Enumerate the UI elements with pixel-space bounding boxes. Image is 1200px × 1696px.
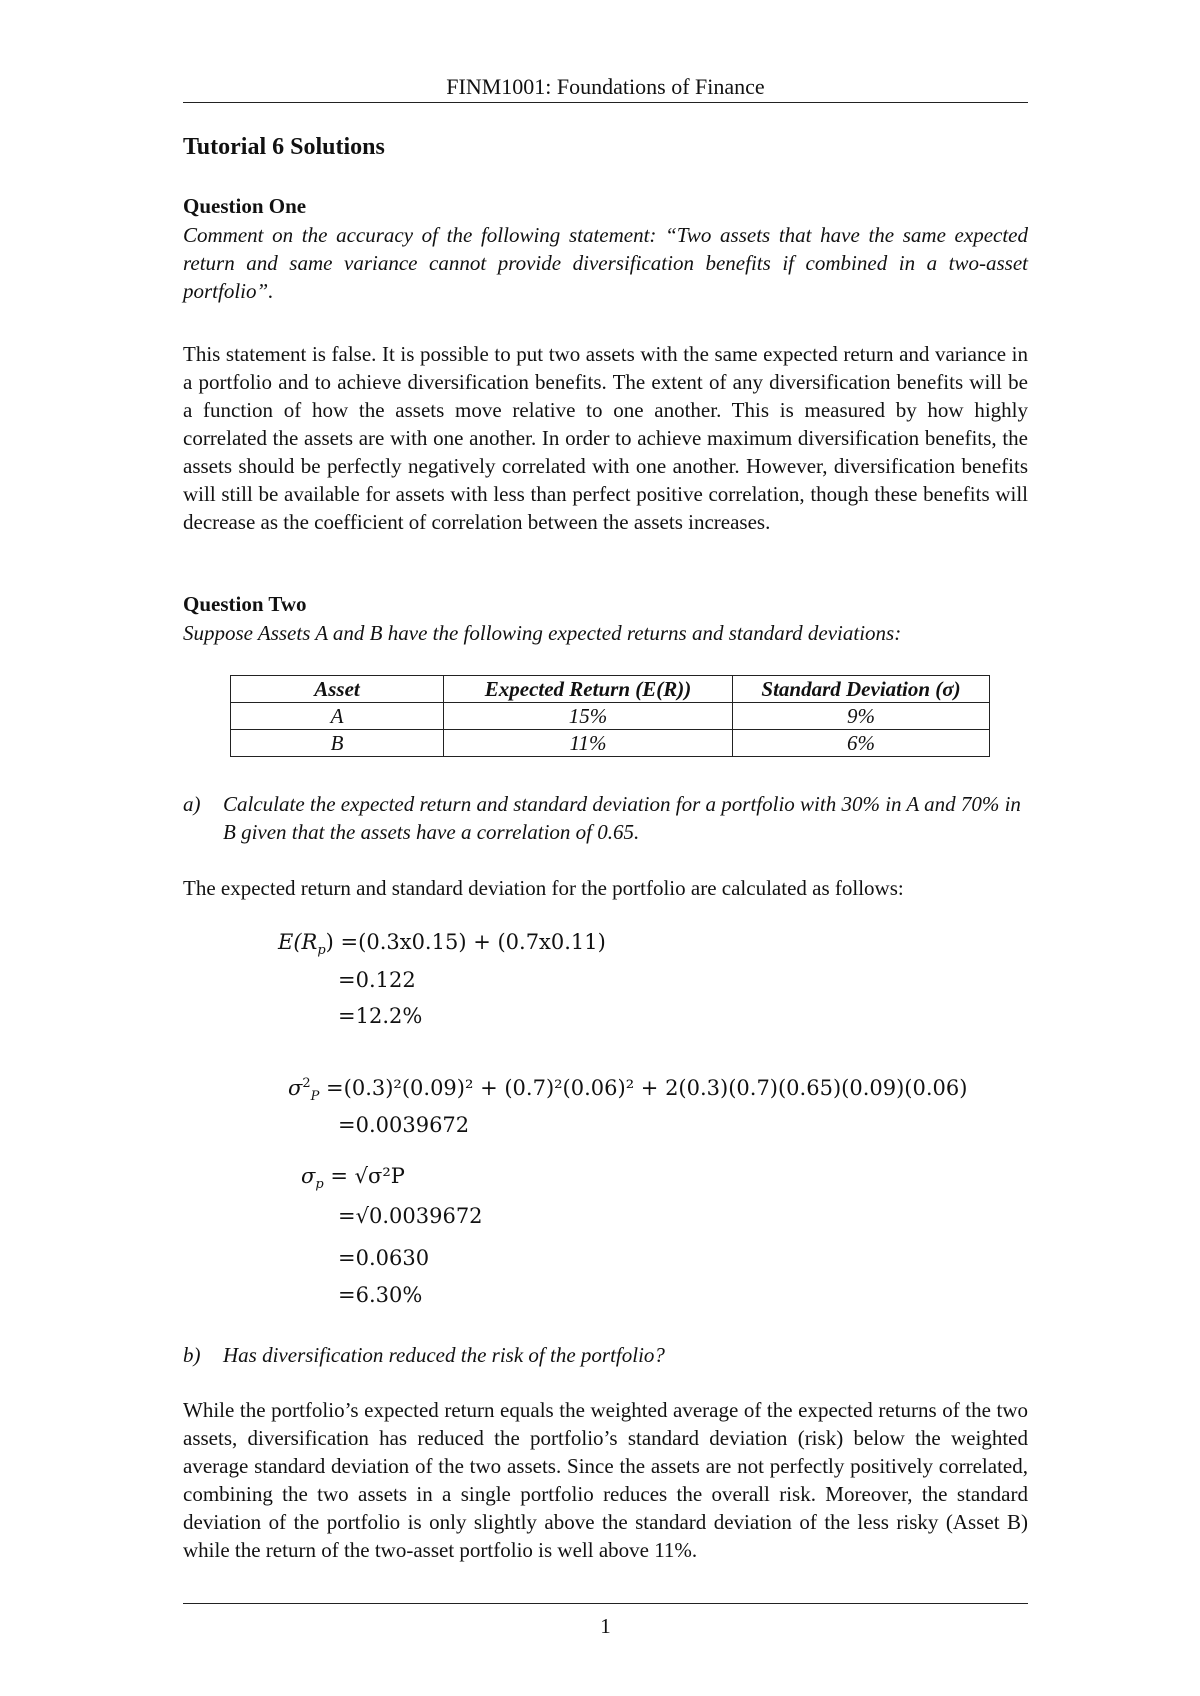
page-title: Tutorial 6 Solutions	[183, 134, 385, 160]
question-one-answer: This statement is false. It is possible to put two assets with the same expected return and variance in a portfolio and to achieve diversification benefits. The extent of any diversification benefits will be a function of how the assets move relative to one another. This is measured by how highly correlated the assets are with one another. In order to achieve maximum diversification benefits, the assets should be perfectly negatively correlated with one another. However, diversification benefits will still be available for assets with less than perfect positive correlation, though these benefits will decrease as the coefficient of correlation between the assets increases.	[183, 342, 1028, 534]
expected-return-equation	[278, 930, 606, 958]
er-step-2: =12.2%	[338, 1004, 423, 1028]
page-number: 1	[600, 1614, 611, 1638]
variance-subscript: P	[310, 1089, 320, 1105]
table-cell: 11%	[444, 730, 733, 757]
table-row	[231, 703, 990, 730]
variance-step-1: =0.0039672	[338, 1113, 470, 1137]
question-two-heading: Question Two	[183, 592, 307, 616]
part-b-text: Has diversification reduced the risk of the portfolio?	[223, 1343, 665, 1367]
table-cell: 6%	[733, 730, 990, 757]
page-header: FINM1001: Foundations of Finance	[183, 74, 1028, 103]
std-dev-equation	[301, 1164, 405, 1192]
sd-equals: = √σ²P	[323, 1164, 405, 1188]
table-cell: 15%	[444, 703, 733, 730]
er-step-1: =0.122	[338, 968, 416, 992]
table-header-cell: Expected Return (E(R))	[444, 676, 733, 703]
question-one-prompt: Comment on the accuracy of the following statement: “Two assets that have the same expected return and same variance cannot provide diversification benefits if combined in a two-asset portfolio”.	[183, 223, 1028, 303]
sd-subscript: p	[315, 1177, 324, 1193]
sd-step-2: =0.0630	[338, 1246, 430, 1270]
question-two-prompt: Suppose Assets A and B have the following expected returns and standard deviations:	[183, 621, 902, 645]
part-a-intro: The expected return and standard deviation for the portfolio are calculated as follows:	[183, 876, 904, 900]
table-header-cell: Asset	[231, 676, 444, 703]
question-one-heading: Question One	[183, 194, 307, 218]
variance-lhs: σ	[288, 1076, 303, 1100]
er-lhs: E(R	[278, 930, 318, 954]
assets-table	[230, 675, 990, 757]
variance-superscript: 2	[302, 1076, 311, 1091]
er-subscript: p	[317, 943, 326, 959]
part-b-question	[183, 1341, 1028, 1369]
sd-step-3: =6.30%	[338, 1283, 423, 1307]
footer-divider	[183, 1603, 1028, 1604]
table-cell: A	[231, 703, 444, 730]
part-a-label: a)	[183, 792, 201, 816]
table-header-cell: Standard Deviation (σ)	[733, 676, 990, 703]
part-a-text: Calculate the expected return and standard deviation for a portfolio with 30% in A and 70% in B given that the assets have a correlation of 0.65.	[223, 792, 1021, 844]
table-row	[231, 730, 990, 757]
part-b-answer: While the portfolio’s expected return equals the weighted average of the expected returns of the two assets, diversification has reduced the portfolio’s standard deviation (risk) below the weighted average standard deviation of the two assets. Since the assets are not perfectly positively correlated, combining the two assets in a single portfolio reduces the overall risk. Moreover, the standard deviation of the portfolio is only slightly above the standard deviation of the less risky (Asset B) while the return of the two-asset portfolio is well above 11%.	[183, 1398, 1028, 1562]
part-b-label: b)	[183, 1343, 201, 1367]
table-cell: 9%	[733, 703, 990, 730]
variance-equation	[288, 1076, 967, 1104]
table-cell: B	[231, 730, 444, 757]
sd-lhs: σ	[301, 1164, 316, 1188]
part-a-question	[183, 790, 1028, 846]
er-rhs: ) =(0.3x0.15) + (0.7x0.11)	[325, 930, 606, 954]
sd-step-1: =√0.0039672	[338, 1204, 483, 1228]
variance-rhs: =(0.3)²(0.09)² + (0.7)²(0.06)² + 2(0.3)(0.7)(0.65)(0.09)(0.06)	[319, 1076, 968, 1100]
table-header-row	[231, 676, 990, 703]
